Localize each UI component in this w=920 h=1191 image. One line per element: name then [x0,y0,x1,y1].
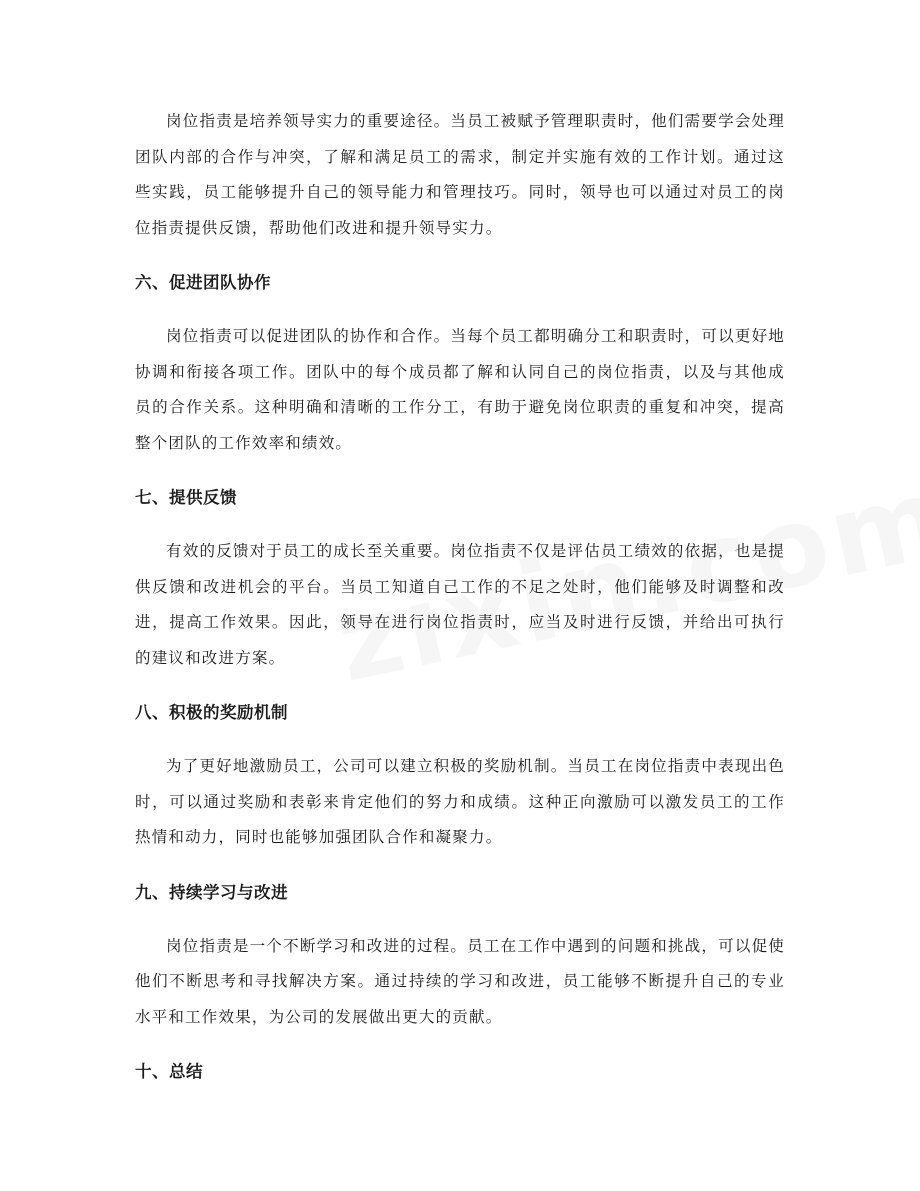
section-heading-6: 六、促进团队协作 [135,273,271,292]
document-body [135,104,785,1108]
section-heading-10: 十、总结 [135,1062,203,1081]
section-paragraph-6: 岗位指责可以促进团队的协作和合作。当每个员工都明确分工和职责时，可以更好地协调和衔接各项工作。团队中的每个成员都了解和认同自己的岗位指责，以及与其他成员的合作关系。这种明确和清晰的工作分工，有助于避免岗位职责的重复和冲突，提高整个团队的工作效率和绩效。 [135,327,785,452]
section-paragraph-8: 为了更好地激励员工，公司可以建立积极的奖励机制。当员工在岗位指责中表现出色时，可以通过奖励和表彰来肯定他们的努力和成绩。这种正向激励可以激发员工的工作热情和动力，同时也能够加强团队合作和凝聚力。 [135,757,785,846]
section-paragraph-7: 有效的反馈对于员工的成长至关重要。岗位指责不仅是评估员工绩效的依据，也是提供反馈和改进机会的平台。当员工知道自己工作的不足之处时，他们能够及时调整和改进，提高工作效果。因此，领导在进行岗位指责时，应当及时进行反馈，并给出可执行的建议和改进方案。 [135,542,785,667]
section-heading-8: 八、积极的奖励机制 [135,703,288,722]
section-heading-9: 九、持续学习与改进 [135,882,288,902]
section-paragraph-9: 岗位指责是一个不断学习和改进的过程。员工在工作中遇到的问题和挑战，可以促使他们不断思考和寻找解决方案。通过持续的学习和改进，员工能够不断提升自己的专业水平和工作效果，为公司的发展做出更大的贡献。 [135,936,785,1026]
section-heading-7: 七、提供反馈 [135,488,237,507]
intro-paragraph: 岗位指责是培养领导实力的重要途径。当员工被赋予管理职责时，他们需要学会处理团队内部的合作与冲突，了解和满足员工的需求，制定并实施有效的工作计划。通过这些实践，员工能够提升自己的领导能力和管理技巧。同时，领导也可以通过对员工的岗位指责提供反馈，帮助他们改进和提升领导实力。 [135,112,785,237]
